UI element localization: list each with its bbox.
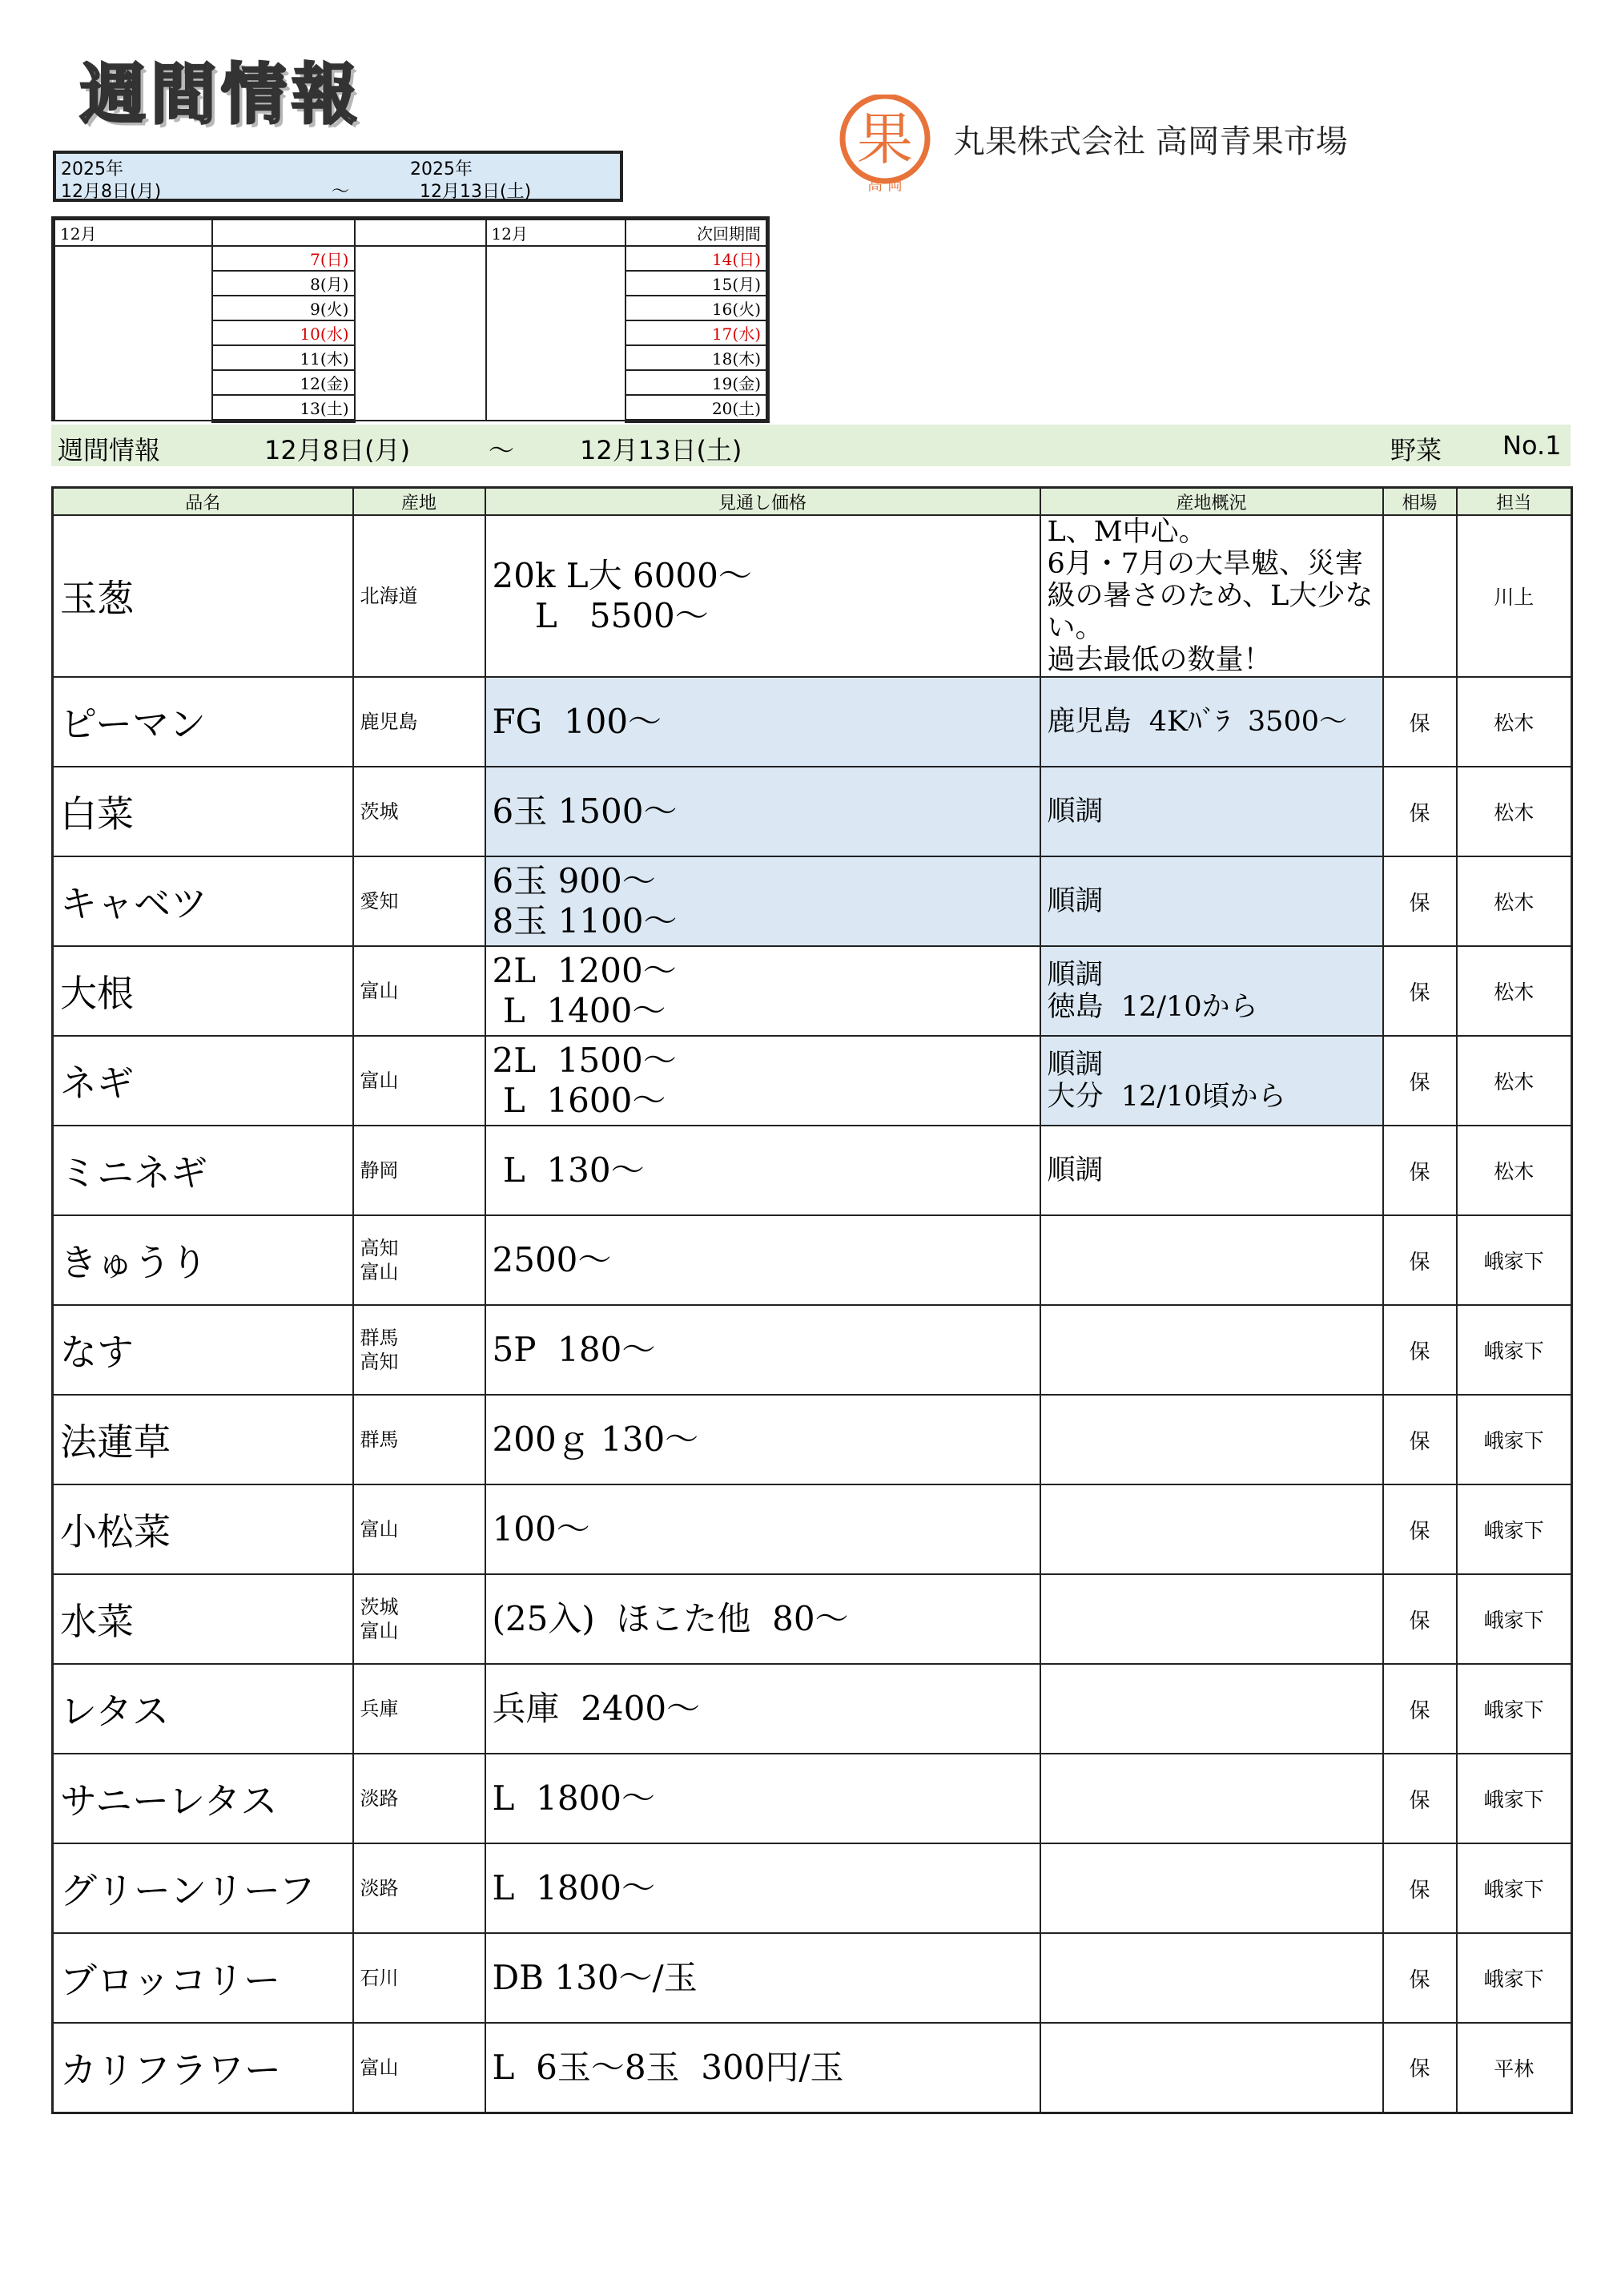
product-name <box>53 856 353 946</box>
market-cell <box>1383 515 1457 677</box>
table-row <box>53 1933 1572 2023</box>
staff-cell <box>1457 946 1572 1036</box>
range-tilde: ～ <box>332 182 350 202</box>
origin-cell-text: 高知 富山 <box>360 1237 399 1283</box>
market-cell <box>1383 1395 1457 1484</box>
col-header: 見通し価格 <box>485 488 1040 516</box>
staff-cell <box>1457 1664 1572 1754</box>
staff-cell <box>1457 677 1572 767</box>
col-header: 産地 <box>353 488 485 516</box>
origin-cell <box>353 1126 485 1215</box>
table-row <box>53 2023 1572 2113</box>
cal-right-day: 18(木) <box>625 345 768 370</box>
market-cell <box>1383 1036 1457 1126</box>
table-row <box>53 1664 1572 1754</box>
staff-cell <box>1457 1395 1572 1484</box>
table-row <box>53 946 1572 1036</box>
origin-cell <box>353 1933 485 2023</box>
product-name-text: サニーレタス <box>60 1779 278 1823</box>
staff-cell <box>1457 1215 1572 1305</box>
cal-right-blank <box>486 246 625 421</box>
product-name-text: 水菜 <box>60 1600 134 1643</box>
table-row <box>53 1754 1572 1843</box>
price-cell-text: FG 100～ <box>492 702 662 741</box>
price-cell <box>485 1036 1040 1126</box>
staff-cell-text: 松木 <box>1494 801 1535 824</box>
price-cell-text: L 1800～ <box>492 1868 655 1907</box>
origin-cell <box>353 1484 485 1574</box>
market-cell-text: 保 <box>1409 1250 1430 1275</box>
market-cell <box>1383 677 1457 767</box>
table-row <box>53 856 1572 946</box>
price-cell-text: L 1800～ <box>492 1778 655 1818</box>
table-row <box>53 677 1572 767</box>
origin-cell <box>353 946 485 1036</box>
status-cell <box>1040 1754 1383 1843</box>
status-cell <box>1040 1305 1383 1395</box>
market-cell-text: 保 <box>1409 1878 1430 1903</box>
product-name <box>53 1036 353 1126</box>
staff-cell-text: 峨家下 <box>1483 1698 1544 1722</box>
price-cell <box>485 767 1040 856</box>
product-name <box>53 1305 353 1395</box>
staff-cell-text: 峨家下 <box>1483 1519 1544 1542</box>
product-name-text: ブロッコリー <box>60 1959 281 2002</box>
price-cell-text: L 6玉～8玉 300円/玉 <box>492 2047 844 2087</box>
market-cell-text: 保 <box>1409 801 1430 826</box>
table-row <box>53 1126 1572 1215</box>
start-date: 12月8日(月) <box>61 182 162 202</box>
origin-cell-text: 群馬 <box>360 1428 399 1451</box>
origin-cell-text: 富山 <box>360 1069 399 1092</box>
price-cell <box>485 1843 1040 1933</box>
staff-cell <box>1457 1574 1572 1664</box>
staff-cell-text: 松木 <box>1494 1070 1535 1094</box>
status-cell <box>1040 1126 1383 1215</box>
table-row <box>53 1843 1572 1933</box>
cal-next-label: 次回期間 <box>625 219 768 246</box>
price-table <box>51 486 1573 2114</box>
price-cell-text: (25入) ほこた他 80～ <box>492 1599 849 1638</box>
staff-cell-text: 峨家下 <box>1483 1250 1544 1273</box>
table-row <box>53 1574 1572 1664</box>
market-cell <box>1383 1215 1457 1305</box>
logo-sub: 高 岡 <box>867 176 903 192</box>
product-name <box>53 767 353 856</box>
product-name-text: 法蓮草 <box>60 1420 171 1464</box>
price-cell-text: 200ｇ 130～ <box>492 1420 699 1459</box>
cal-left-day: 12(金) <box>212 370 355 395</box>
status-cell <box>1040 856 1383 946</box>
product-name-text: レタス <box>60 1690 170 1733</box>
origin-cell-text: 鹿児島 <box>360 711 418 733</box>
col-header: 担当 <box>1457 488 1572 516</box>
market-cell-text: 保 <box>1409 1429 1430 1454</box>
market-cell <box>1383 1574 1457 1664</box>
price-cell-text: 20k L大 6000～ L 5500～ <box>492 556 752 635</box>
price-cell-text: 5P 180～ <box>492 1330 656 1369</box>
band-end: 12月13日(土) <box>580 435 742 465</box>
price-cell <box>485 1395 1040 1484</box>
product-name <box>53 1126 353 1215</box>
staff-cell-text: 峨家下 <box>1483 1609 1544 1632</box>
product-name-text: ミニネギ <box>60 1151 207 1194</box>
market-cell-text: 保 <box>1409 1519 1430 1544</box>
market-cell-text: 保 <box>1409 1070 1430 1095</box>
origin-cell-text: 静岡 <box>360 1159 399 1182</box>
status-cell <box>1040 1395 1383 1484</box>
market-cell <box>1383 1754 1457 1843</box>
cal-left-day: 8(月) <box>212 271 355 296</box>
product-name-text: 白菜 <box>60 792 134 836</box>
origin-cell <box>353 1036 485 1126</box>
origin-cell <box>353 677 485 767</box>
market-cell <box>1383 1933 1457 2023</box>
origin-cell-text: 北海道 <box>360 585 418 607</box>
table-row <box>53 1305 1572 1395</box>
info-band <box>51 425 1571 466</box>
price-cell <box>485 677 1040 767</box>
staff-cell <box>1457 1305 1572 1395</box>
product-name <box>53 1933 353 2023</box>
cal-right-day: 20(土) <box>625 395 768 421</box>
col-header: 相場 <box>1383 488 1457 516</box>
price-cell-text: 6玉 1500～ <box>492 792 678 831</box>
price-cell-text: 6玉 900～ 8玉 1100～ <box>492 861 678 941</box>
band-number: No.1 <box>1502 430 1562 461</box>
staff-cell <box>1457 767 1572 856</box>
price-cell <box>485 946 1040 1036</box>
market-cell <box>1383 1305 1457 1395</box>
status-cell <box>1040 1484 1383 1574</box>
status-cell <box>1040 677 1383 767</box>
staff-cell <box>1457 1933 1572 2023</box>
cal-right-day: 16(火) <box>625 296 768 320</box>
status-cell <box>1040 1574 1383 1664</box>
status-cell <box>1040 2023 1383 2113</box>
origin-cell-text: 富山 <box>360 2056 399 2079</box>
product-name-text: 玉葱 <box>60 577 134 620</box>
product-name-text: ピーマン <box>60 703 207 746</box>
origin-cell-text: 富山 <box>360 980 399 1002</box>
product-name-text: 大根 <box>60 972 134 1015</box>
origin-cell <box>353 1843 485 1933</box>
product-name <box>53 946 353 1036</box>
product-name <box>53 515 353 677</box>
cal-left-month: 12月 <box>54 219 212 246</box>
status-cell-text: 順調 <box>1047 796 1104 828</box>
market-cell <box>1383 2023 1457 2113</box>
price-cell <box>485 1126 1040 1215</box>
price-cell <box>485 1664 1040 1754</box>
cal-left-day: 9(火) <box>212 296 355 320</box>
origin-cell <box>353 1664 485 1754</box>
company-name: 丸果株式会社 高岡青果市場 <box>953 123 1348 160</box>
status-cell <box>1040 946 1383 1036</box>
status-cell-text: 順調 徳島 12/10から <box>1047 959 1258 1023</box>
price-cell-text: 100～ <box>492 1509 590 1549</box>
end-year: 2025年 <box>410 159 473 179</box>
price-cell <box>485 1215 1040 1305</box>
origin-cell-text: 茨城 <box>360 800 399 823</box>
origin-cell <box>353 1305 485 1395</box>
price-cell-text: 2L 1200～ L 1400～ <box>492 951 677 1030</box>
start-year: 2025年 <box>61 159 123 179</box>
cal-mid-blank <box>355 246 486 421</box>
staff-cell <box>1457 856 1572 946</box>
origin-cell <box>353 767 485 856</box>
status-cell-text: 鹿児島 4Kﾊﾞﾗ 3500～ <box>1047 706 1347 738</box>
product-name-text: カリフラワー <box>60 2048 281 2092</box>
product-name <box>53 677 353 767</box>
price-cell <box>485 1754 1040 1843</box>
staff-cell <box>1457 515 1572 677</box>
origin-cell-text: 淡路 <box>360 1787 399 1810</box>
cal-right-day: 15(月) <box>625 271 768 296</box>
cal-right-day: 19(金) <box>625 370 768 395</box>
table-row <box>53 515 1572 677</box>
product-name-text: グリーンリーフ <box>60 1869 316 1912</box>
cal-left-day: 10(水) <box>212 320 355 345</box>
company-logo-icon <box>836 95 934 192</box>
origin-cell-text: 愛知 <box>360 890 399 912</box>
band-label: 週間情報 <box>58 435 161 465</box>
product-name <box>53 1574 353 1664</box>
market-cell <box>1383 1843 1457 1933</box>
price-cell-text: 2L 1500～ L 1600～ <box>492 1041 677 1120</box>
origin-cell <box>353 1395 485 1484</box>
product-name <box>53 2023 353 2113</box>
market-cell-text: 保 <box>1409 1339 1430 1364</box>
logo-char: 果 <box>857 107 913 172</box>
origin-cell <box>353 1574 485 1664</box>
cal-left-blank <box>54 246 212 421</box>
origin-cell-text: 群馬 高知 <box>360 1327 399 1373</box>
staff-cell-text: 松木 <box>1494 1160 1535 1183</box>
origin-cell <box>353 1215 485 1305</box>
market-cell-text: 保 <box>1409 981 1430 1005</box>
market-cell-text: 保 <box>1409 711 1430 736</box>
page-title: 週間情報 <box>80 57 363 133</box>
staff-cell-text: 川上 <box>1494 586 1535 609</box>
product-name-text: 小松菜 <box>60 1510 171 1553</box>
staff-cell-text: 松木 <box>1494 981 1535 1004</box>
calendar <box>51 216 770 423</box>
market-cell-text: 保 <box>1409 2057 1430 2082</box>
origin-cell-text: 淡路 <box>360 1877 399 1899</box>
table-row <box>53 1036 1572 1126</box>
price-cell-text: 兵庫 2400～ <box>492 1689 701 1728</box>
band-tilde: ～ <box>489 435 515 465</box>
price-cell-text: DB 130～/玉 <box>492 1958 698 1997</box>
price-cell <box>485 515 1040 677</box>
origin-cell <box>353 515 485 677</box>
end-date: 12月13日(土) <box>420 182 532 202</box>
origin-cell <box>353 1754 485 1843</box>
staff-cell-text: 峨家下 <box>1483 1788 1544 1811</box>
table-row <box>53 1215 1572 1305</box>
origin-cell <box>353 2023 485 2113</box>
price-cell-text: L 130～ <box>492 1150 645 1190</box>
status-cell-text: 順調 大分 12/10頃から <box>1047 1049 1286 1113</box>
staff-cell-text: 松木 <box>1494 891 1535 914</box>
status-cell <box>1040 1215 1383 1305</box>
band-category: 野菜 <box>1390 435 1442 465</box>
product-name-text: キャベツ <box>60 882 207 925</box>
product-name-text: きゅうり <box>60 1241 207 1284</box>
market-cell <box>1383 946 1457 1036</box>
price-cell-text: 2500～ <box>492 1240 612 1279</box>
table-row <box>53 1395 1572 1484</box>
band-start: 12月8日(月) <box>264 435 411 465</box>
status-cell-text: 順調 <box>1047 1154 1104 1186</box>
staff-cell-text: 峨家下 <box>1483 1429 1544 1452</box>
status-cell-text: 順調 <box>1047 885 1104 917</box>
market-cell <box>1383 767 1457 856</box>
market-cell <box>1383 1484 1457 1574</box>
origin-cell <box>353 856 485 946</box>
market-cell <box>1383 1664 1457 1754</box>
status-cell <box>1040 1036 1383 1126</box>
origin-cell-text: 兵庫 <box>360 1698 399 1720</box>
col-header: 品名 <box>53 488 353 516</box>
table-header-row <box>53 488 1572 516</box>
cal-right-day: 14(日) <box>625 246 768 271</box>
price-cell <box>485 1933 1040 2023</box>
product-name <box>53 1215 353 1305</box>
col-header: 産地概況 <box>1040 488 1383 516</box>
product-name <box>53 1843 353 1933</box>
cal-left-day: 13(土) <box>212 395 355 421</box>
product-name <box>53 1484 353 1574</box>
status-cell <box>1040 1843 1383 1933</box>
product-name <box>53 1754 353 1843</box>
product-name <box>53 1395 353 1484</box>
market-cell-text: 保 <box>1409 1698 1430 1723</box>
product-name-text: ネギ <box>60 1061 134 1105</box>
staff-cell-text: 平林 <box>1494 2056 1535 2080</box>
market-cell-text: 保 <box>1409 891 1430 916</box>
status-cell-text: L、M中心。 6月・7月の大旱魃、災害級の暑さのため、L大少ない。 過去最低の数量！ <box>1047 516 1374 676</box>
market-cell-text: 保 <box>1409 1788 1430 1813</box>
origin-cell-text: 富山 <box>360 1518 399 1541</box>
staff-cell <box>1457 1484 1572 1574</box>
market-cell-text: 保 <box>1409 1609 1430 1633</box>
price-cell <box>485 2023 1040 2113</box>
price-cell <box>485 1574 1040 1664</box>
status-cell <box>1040 515 1383 677</box>
market-cell <box>1383 856 1457 946</box>
price-cell <box>485 1305 1040 1395</box>
origin-cell-text: 茨城 富山 <box>360 1596 399 1642</box>
staff-cell-text: 松木 <box>1494 711 1535 735</box>
staff-cell-text: 峨家下 <box>1483 1878 1544 1901</box>
cal-left-day: 11(木) <box>212 345 355 370</box>
staff-cell <box>1457 1754 1572 1843</box>
staff-cell <box>1457 1036 1572 1126</box>
status-cell <box>1040 767 1383 856</box>
cal-right-day: 17(水) <box>625 320 768 345</box>
table-row <box>53 767 1572 856</box>
product-name <box>53 1664 353 1754</box>
market-cell-text: 保 <box>1409 1160 1430 1185</box>
staff-cell <box>1457 1843 1572 1933</box>
staff-cell <box>1457 2023 1572 2113</box>
staff-cell <box>1457 1126 1572 1215</box>
product-name-text: なす <box>60 1331 134 1374</box>
staff-cell-text: 峨家下 <box>1483 1968 1544 1991</box>
table-row <box>53 1484 1572 1574</box>
date-range-box <box>53 151 623 202</box>
cal-right-month: 12月 <box>486 219 625 246</box>
status-cell <box>1040 1933 1383 2023</box>
origin-cell-text: 石川 <box>360 1967 399 1989</box>
staff-cell-text: 峨家下 <box>1483 1339 1544 1363</box>
cal-left-day: 7(日) <box>212 246 355 271</box>
price-cell <box>485 856 1040 946</box>
market-cell <box>1383 1126 1457 1215</box>
market-cell-text: 保 <box>1409 1968 1430 1992</box>
price-cell <box>485 1484 1040 1574</box>
status-cell <box>1040 1664 1383 1754</box>
